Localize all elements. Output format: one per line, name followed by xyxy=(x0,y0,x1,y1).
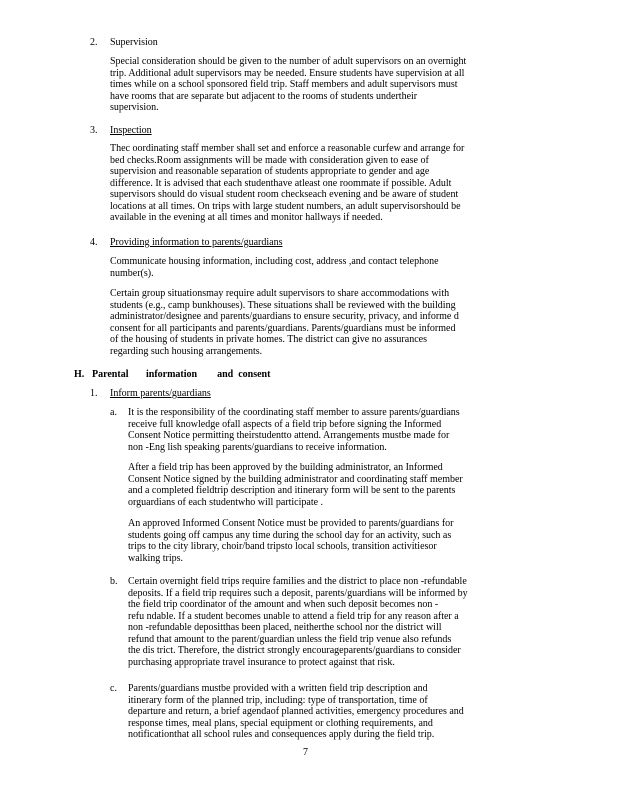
section-number: 2. xyxy=(90,37,98,48)
section-heading: Inspection xyxy=(110,125,152,136)
paragraph: After a field trip has been approved by the building administrator, an Informed Consent Notice signed by the building administrator and coordinating staff member and a completed fieldtrip description and itinerary form will be sent to the parents orguardians of each studentwho will participate . xyxy=(128,462,463,508)
page-number: 7 xyxy=(303,747,308,758)
item-letter: a. xyxy=(110,407,117,418)
paragraph: Certain overnight field trips require families and the district to place non -refundable deposits. If a field trip requires such a deposit, parents/guardians will be informed by the field trip coordinator of the amount and when such deposit becomes non - refu ndable. If a student becomes unable to attend a field trip for any reason after a non -refundable depositthas been placed, neitherthe school nor the district will refund that amount to the parent/guardian unless the field trip venue also refunds the dis trict. Therefore, the district strongly encourageparents/guardians to consider purchasing appropriate travel insurance to protect against that risk. xyxy=(128,576,468,668)
paragraph: An approved Informed Consent Notice must be provided to parents/guardians for students going off campus any time during the school day for an activity, such as trips to the city library, choir/band tripsto local schools, transition activitiesor walking trips. xyxy=(128,518,454,564)
paragraph: Certain group situationsmay require adult supervisors to share accommodations with students (e.g., camp bunkhouses). These situations shall be reviewed with the building administrator/designee and parents/guardians to ensure security, privacy, and informe d consent for all participants and parents/guardians. Parents/guardians must be informed of the housing of students in private homes. The district can give no assurances regarding such housing arrangements. xyxy=(110,288,459,357)
item-letter: c. xyxy=(110,683,117,694)
paragraph: Communicate housing information, including cost, address ,and contact telephone number(s). xyxy=(110,256,439,279)
section-number: 1. xyxy=(90,388,98,399)
paragraph: Special consideration should be given to the number of adult supervisors on an overnight trip. Additional adult supervisors may be needed. Ensure students have supervision at all times while on a school sponsored field trip. Staff members and adult supervisors must have rooms that are separate but adjacent to the rooms of students undertheir supervision. xyxy=(110,56,467,113)
item-letter: b. xyxy=(110,576,118,587)
section-number: 3. xyxy=(90,125,98,136)
paragraph: It is the responsibility of the coordinating staff member to assure parents/guardians receive full knowledge ofall aspects of a field trip before signing the Informed Consent Notice permitting theirstudentto attend. Arrangements mustbe made for non -Eng lish speaking parents/guardians to receive information. xyxy=(128,407,460,453)
section-heading: Supervision xyxy=(110,37,158,48)
section-heading: Parental information and consent xyxy=(92,369,271,380)
paragraph: Thec oordinating staff member shall set and enforce a reasonable curfew and arrange for bed checks.Room assignments will be made with consideration given to ease of supervision and reasonable separation of students appropriate to gender and age difference. It is advised that each studenthave atleast one roommate if possible. Adult supervisors should do visual student room checkseach evening and be aware of student locations at all times. On trips with large student numbers, an adult supervisorshould be available in the evening at all times and monitor hallways if needed. xyxy=(110,143,465,223)
section-heading: Providing information to parents/guardians xyxy=(110,237,283,248)
section-heading: Inform parents/guardians xyxy=(110,388,211,399)
section-letter: H. xyxy=(74,369,85,380)
paragraph: Parents/guardians mustbe provided with a written field trip description and itinerary form of the planned trip, including: type of transportation, time of departure and return, a brief agendaof planned activities, emergency procedures and response times, meal plans, special equipment or clothing requirements, and notificationthat all school rules and consequences apply during the field trip. xyxy=(128,683,464,740)
section-number: 4. xyxy=(90,237,98,248)
